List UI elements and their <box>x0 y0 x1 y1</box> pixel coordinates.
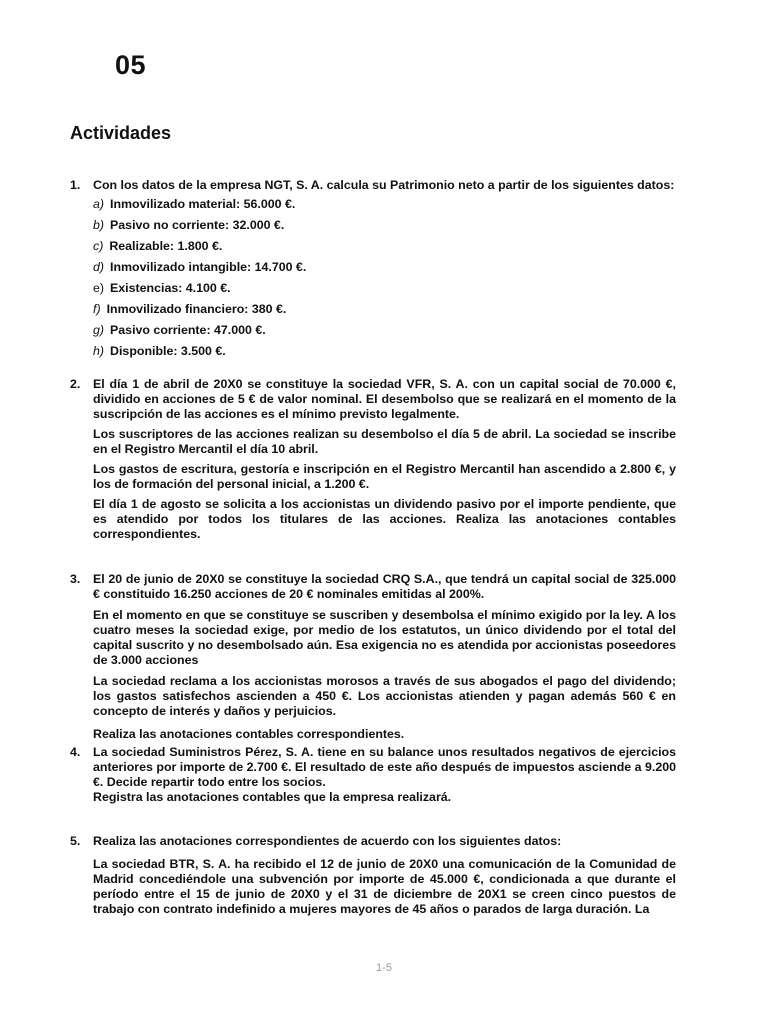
exercise-2 <box>70 377 676 542</box>
exercise-3 <box>70 572 676 742</box>
exercise-4 <box>70 745 676 805</box>
exercise-5 <box>70 834 676 917</box>
exercise-paragraph: Realiza las anotaciones contables correspondientes. <box>93 727 405 741</box>
list-marker: e) <box>93 281 105 295</box>
list-item <box>93 260 676 281</box>
exercise-body <box>93 834 676 917</box>
exercise-paragraph: Los suscriptores de las acciones realizan su desembolso el día 5 de abril. La sociedad se inscribe en el Registro Mercantil el día 10 abril. <box>93 427 676 456</box>
list-item-text: Inmovilizado intangible: 14.700 €. <box>110 260 307 274</box>
exercise-paragraph: La sociedad BTR, S. A. ha recibido el 12 de junio de 20X0 una comunicación de la Comunidad de Madrid concediéndole una subvención por importe de 45.000 €, condicionada a que durante el período entre el 15 de junio de 20X0 y el 31 de diciembre de 20X1 se creen cinco puestos de trabajo con contrato indefinido a mujeres mayores de 45 años o parados de larga duración. La <box>93 857 676 916</box>
list-item <box>93 302 676 323</box>
exercise-body <box>93 745 676 805</box>
list-item-text: Realizable: 1.800 €. <box>109 239 223 253</box>
exercise-number: 1. <box>70 178 81 192</box>
list-marker: g) <box>93 323 105 337</box>
exercise-paragraph: Realiza las anotaciones correspondientes de acuerdo con los siguientes datos: <box>93 834 562 848</box>
exercise-number: 3. <box>70 572 81 586</box>
exercise-paragraph: La sociedad reclama a los accionistas morosos a través de sus abogados el pago del dividendo; los gastos satisfechos ascienden a 450 €. Los accionistas atienden y pagan además 560 € en concepto de interés y daños y perjuicios. <box>93 674 676 718</box>
list-marker: d) <box>93 260 105 274</box>
list-marker: a) <box>93 197 105 211</box>
chapter-number: 05 <box>115 50 147 80</box>
list-item-text: Inmovilizado financiero: 380 €. <box>106 302 287 316</box>
exercise-body <box>93 377 676 542</box>
exercise-body <box>93 178 676 365</box>
exercise-paragraph: Con los datos de la empresa NGT, S. A. calcula su Patrimonio neto a partir de los siguientes datos: <box>93 178 675 192</box>
list-item <box>93 218 676 239</box>
exercise-paragraph: El 20 de junio de 20X0 se constituye la sociedad CRQ S.A., que tendrá un capital social de 325.000 € constituido 16.250 acciones de 20 € nominales emitidas al 200%. <box>93 572 676 601</box>
list-item <box>93 344 676 365</box>
list-marker: c) <box>93 239 104 253</box>
exercise-paragraph: La sociedad Suministros Pérez, S. A. tiene en su balance unos resultados negativos de ejercicios anteriores por importe de 2.700 €. El resultado de este año después de impuestos asciende a 9.200 €. Decide repartir todo entre los socios. <box>93 745 676 789</box>
list-item-text: Existencias: 4.100 €. <box>110 281 231 295</box>
list-marker: b) <box>93 218 105 232</box>
list-item-text: Disponible: 3.500 €. <box>110 344 226 358</box>
exercise-list <box>70 178 676 917</box>
list-item <box>93 281 676 302</box>
section-title: Actividades <box>70 123 172 143</box>
exercise-number: 5. <box>70 834 81 848</box>
exercise-paragraph: El día 1 de agosto se solicita a los accionistas un dividendo pasivo por el importe pendiente, que es atendido por todos los titulares de las acciones. Realiza las anotaciones contables correspondientes. <box>93 497 676 541</box>
list-item-text: Pasivo corriente: 47.000 €. <box>110 323 266 337</box>
list-marker: f) <box>93 302 101 316</box>
list-item-text: Inmovilizado material: 56.000 €. <box>110 197 296 211</box>
exercise-paragraph: El día 1 de abril de 20X0 se constituye la sociedad VFR, S. A. con un capital social de 70.000 €, dividido en acciones de 5 € de valor nominal. El desembolso que se realizará en el momento de la suscripción de las acciones es el mínimo previsto legalmente. <box>93 377 676 421</box>
list-marker: h) <box>93 344 105 358</box>
list-item <box>93 323 676 344</box>
data-list <box>93 197 676 365</box>
page-number: 1-5 <box>376 962 392 974</box>
list-item <box>93 197 676 218</box>
exercise-number: 4. <box>70 745 81 759</box>
exercise-paragraph: Los gastos de escritura, gestoría e inscripción en el Registro Mercantil han ascendido a 2.800 €, y los de formación del personal inicial, a 1.200 €. <box>93 462 676 491</box>
exercise-paragraph: En el momento en que se constituye se suscriben y desembolsa el mínimo exigido por la ley. A los cuatro meses la sociedad exige, por medio de los estatutos, un único dividendo por el total del capital suscrito y no desembolsado aún. Esa exigencia no es atendida por accionistas poseedores de 3.000 acciones <box>93 608 676 667</box>
exercise-number: 2. <box>70 377 81 391</box>
exercise-1 <box>70 178 676 365</box>
exercise-paragraph: Registra las anotaciones contables que la empresa realizará. <box>93 790 452 804</box>
exercise-body <box>93 572 676 742</box>
list-item <box>93 239 676 260</box>
list-item-text: Pasivo no corriente: 32.000 €. <box>110 218 285 232</box>
